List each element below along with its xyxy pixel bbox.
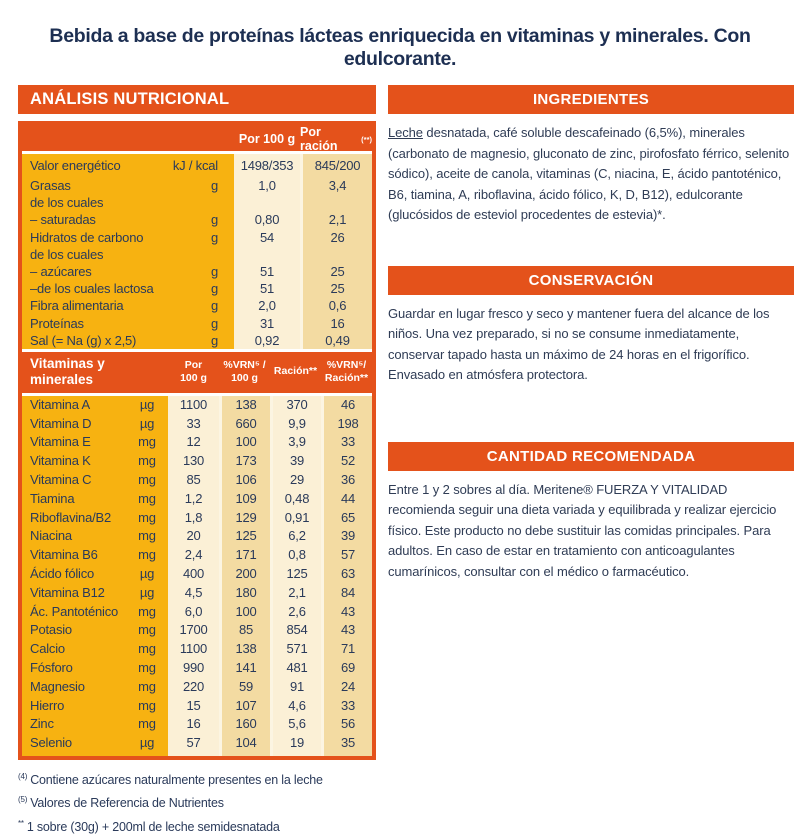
head-spacer [164, 125, 234, 153]
value-vrnracion: 43 [321, 621, 372, 640]
row-unit: mg [126, 697, 168, 716]
value-per100: 1700 [168, 621, 219, 640]
row-label: Calcio [22, 640, 126, 659]
row-unit: mg [126, 546, 168, 565]
row-unit: g [164, 332, 234, 349]
value-per100: 31 [234, 315, 300, 332]
row-unit: mg [126, 659, 168, 678]
value-vrn100: 129 [219, 509, 270, 528]
row-label: –de los cuales lactosa [22, 280, 164, 297]
table-row [22, 246, 372, 263]
row-label: Ácido fólico [22, 565, 126, 584]
row-label: Ác. Pantoténico [22, 603, 126, 622]
vitamins-title-line2: minerales [30, 371, 94, 387]
value-racion: 16 [300, 315, 372, 332]
row-label: de los cuales [22, 194, 164, 211]
value-vrnracion: 65 [321, 509, 372, 528]
value-racion: 91 [270, 678, 321, 697]
value-vrn100: 85 [219, 621, 270, 640]
row-label: Niacina [22, 527, 126, 546]
row-unit: µg [126, 734, 168, 756]
value-vrn100: 138 [219, 640, 270, 659]
footnote-line [18, 767, 376, 790]
table-row [22, 640, 372, 659]
footnote-line [18, 814, 376, 837]
table-row [22, 715, 372, 734]
row-unit: g [164, 229, 234, 246]
row-unit: mg [126, 603, 168, 622]
vitamins-title-line1: Vitaminas y [30, 355, 105, 371]
value-vrnracion: 33 [321, 697, 372, 716]
value-per100: 51 [234, 263, 300, 280]
row-label: Vitamina E [22, 433, 126, 452]
table-row [22, 297, 372, 314]
info-panel [388, 85, 794, 837]
value-racion: 3,9 [270, 433, 321, 452]
row-label: Sal (= Na (g) x 2,5) [22, 332, 164, 349]
row-label: – azúcares [22, 263, 164, 280]
table-row [22, 154, 372, 177]
value-per100: 990 [168, 659, 219, 678]
nutrition-table [18, 121, 376, 760]
row-label: Vitamina C [22, 471, 126, 490]
value-racion: 2,6 [270, 603, 321, 622]
value-racion: 9,9 [270, 415, 321, 434]
row-unit: mg [126, 527, 168, 546]
value-per100: 220 [168, 678, 219, 697]
value-vrn100: 100 [219, 433, 270, 452]
value-per100: 12 [168, 433, 219, 452]
nutrition-panel [18, 85, 376, 837]
ingredients-header-bar: INGREDIENTES [388, 85, 794, 114]
table-row [22, 415, 372, 434]
value-racion: 370 [270, 396, 321, 415]
value-racion: 26 [300, 229, 372, 246]
row-label: Tiamina [22, 490, 126, 509]
conservation-header-bar: CONSERVACIÓN [388, 266, 794, 295]
main-table-body [22, 154, 372, 349]
value-racion: 3,4 [300, 177, 372, 194]
value-per100: 85 [168, 471, 219, 490]
nutrition-table-head [22, 125, 372, 154]
value-per100: 6,0 [168, 603, 219, 622]
value-vrn100: 106 [219, 471, 270, 490]
value-per100: 16 [168, 715, 219, 734]
value-vrnracion: 33 [321, 433, 372, 452]
row-label: Hidratos de carbono [22, 229, 164, 246]
row-unit: µg [126, 584, 168, 603]
value-racion: 5,6 [270, 715, 321, 734]
value-vrn100: 59 [219, 678, 270, 697]
value-vrnracion: 57 [321, 546, 372, 565]
table-row [22, 177, 372, 194]
row-label: Fibra alimentaria [22, 297, 164, 314]
value-per100: 1,2 [168, 490, 219, 509]
value-racion: 4,6 [270, 697, 321, 716]
value-per100: 1,0 [234, 177, 300, 194]
row-unit: g [164, 297, 234, 314]
value-racion: 0,8 [270, 546, 321, 565]
table-row [22, 584, 372, 603]
table-row [22, 452, 372, 471]
row-unit: mg [126, 715, 168, 734]
table-row [22, 396, 372, 415]
row-label: Vitamina B6 [22, 546, 126, 565]
value-vrnracion: 198 [321, 415, 372, 434]
row-label: Hierro [22, 697, 126, 716]
value-racion: 854 [270, 621, 321, 640]
value-racion: 571 [270, 640, 321, 659]
footnote-text: Contiene azúcares naturalmente presentes en la leche [30, 773, 323, 788]
value-racion: 19 [270, 734, 321, 756]
vit-table-body [22, 396, 372, 756]
col-racion-footmark: (**) [361, 134, 372, 144]
table-row [22, 678, 372, 697]
row-unit: g [164, 315, 234, 332]
row-unit: g [164, 211, 234, 228]
nutrition-header-bar: ANÁLISIS NUTRICIONAL [18, 85, 376, 114]
value-racion: 0,48 [270, 490, 321, 509]
value-per100: 2,0 [234, 297, 300, 314]
value-racion: 481 [270, 659, 321, 678]
footnote-marker: (4) [18, 772, 28, 782]
head-spacer [22, 125, 164, 153]
value-per100: 1100 [168, 396, 219, 415]
vit-col-vrnracion-header: %VRN⁵/ Ración** [324, 358, 369, 384]
table-row [22, 697, 372, 716]
value-vrnracion: 36 [321, 471, 372, 490]
value-per100: 2,4 [168, 546, 219, 565]
vit-col-vrn100-header: %VRN⁵ / 100 g [223, 358, 266, 384]
conservation-text: Guardar en lugar fresco y seco y mantener fuera del alcance de los niños. Una vez preparado, si no se consume inmediatamente, conservar tapado hasta un máximo de 24 horas en el frigorífico. Envasado en atmósfera protectora. [388, 305, 770, 382]
row-label: – saturadas [22, 211, 164, 228]
value-per100: 1100 [168, 640, 219, 659]
row-unit: mg [126, 678, 168, 697]
table-row [22, 332, 372, 349]
value-racion: 25 [300, 263, 372, 280]
table-row [22, 211, 372, 228]
vitamins-head-title [22, 356, 168, 388]
table-row [22, 603, 372, 622]
value-vrnracion: 71 [321, 640, 372, 659]
value-racion: 0,6 [300, 297, 372, 314]
value-racion: 2,1 [300, 211, 372, 228]
value-racion: 2,1 [270, 584, 321, 603]
value-racion: 6,2 [270, 527, 321, 546]
value-vrn100: 171 [219, 546, 270, 565]
value-racion [300, 194, 372, 211]
row-label: Fósforo [22, 659, 126, 678]
table-row [22, 659, 372, 678]
row-label: Grasas [22, 177, 164, 194]
row-unit: mg [126, 509, 168, 528]
row-unit: µg [126, 396, 168, 415]
table-row [22, 263, 372, 280]
value-vrn100: 173 [219, 452, 270, 471]
section-ingredients [388, 85, 794, 226]
value-vrnracion: 39 [321, 527, 372, 546]
table-row [22, 471, 372, 490]
value-vrn100: 138 [219, 396, 270, 415]
value-vrn100: 200 [219, 565, 270, 584]
table-row [22, 734, 372, 756]
value-per100: 57 [168, 734, 219, 756]
value-per100 [234, 194, 300, 211]
value-vrn100: 141 [219, 659, 270, 678]
row-label: Magnesio [22, 678, 126, 697]
row-label: Riboflavina/B2 [22, 509, 126, 528]
table-row [22, 433, 372, 452]
table-row [22, 280, 372, 297]
value-racion: 0,49 [300, 332, 372, 349]
value-vrnracion: 63 [321, 565, 372, 584]
row-unit: mg [126, 640, 168, 659]
row-unit: g [164, 177, 234, 194]
row-label: de los cuales [22, 246, 164, 263]
value-per100: 51 [234, 280, 300, 297]
value-per100: 400 [168, 565, 219, 584]
value-vrn100: 107 [219, 697, 270, 716]
row-label: Zinc [22, 715, 126, 734]
value-per100: 1,8 [168, 509, 219, 528]
table-row [22, 621, 372, 640]
table-row [22, 315, 372, 332]
value-per100: 33 [168, 415, 219, 434]
value-racion: 29 [270, 471, 321, 490]
row-unit: g [164, 280, 234, 297]
col-per100-header [234, 125, 300, 153]
row-unit: mg [126, 433, 168, 452]
value-racion: 25 [300, 280, 372, 297]
col-racion-header [300, 125, 372, 153]
table-row [22, 565, 372, 584]
row-label: Vitamina D [22, 415, 126, 434]
row-label: Proteínas [22, 315, 164, 332]
row-label: Selenio [22, 734, 126, 756]
table-row [22, 527, 372, 546]
value-per100 [234, 246, 300, 263]
footnote-marker: (5) [18, 795, 28, 805]
table-row [22, 509, 372, 528]
value-per100: 20 [168, 527, 219, 546]
value-vrn100: 180 [219, 584, 270, 603]
ingredients-body-text: desnatada, café soluble descafeinado (6,5%), minerales (carbonato de magnesio, gluconato de zinc, pirofosfato férrico, selenito sódico), aceite de canola, vitaminas (C, niacina, E, ácido pantoténico, B6, tiamina, A, riboflavina, ácido fólico, K, D, B12), edulcorante (glucósidos de esteviol procedentes de estevia)*. [388, 125, 790, 222]
row-label: Vitamina A [22, 396, 126, 415]
value-vrnracion: 35 [321, 734, 372, 756]
row-unit: µg [126, 415, 168, 434]
value-racion [300, 246, 372, 263]
row-unit: mg [126, 471, 168, 490]
table-row [22, 229, 372, 246]
footnotes [18, 767, 376, 836]
value-per100: 1498/353 [234, 154, 300, 177]
columns [0, 85, 800, 837]
value-vrn100: 660 [219, 415, 270, 434]
row-label: Vitamina B12 [22, 584, 126, 603]
value-vrnracion: 52 [321, 452, 372, 471]
value-per100: 130 [168, 452, 219, 471]
value-vrn100: 109 [219, 490, 270, 509]
col-racion-label: Por ración [300, 125, 338, 153]
footnote-text: 1 sobre (30g) + 200ml de leche semidesnatada [26, 819, 280, 834]
value-vrnracion: 56 [321, 715, 372, 734]
vitamins-table-head [22, 349, 372, 396]
value-vrnracion: 46 [321, 396, 372, 415]
table-row [22, 490, 372, 509]
section-recommended [388, 442, 794, 583]
value-vrn100: 104 [219, 734, 270, 756]
value-vrnracion: 44 [321, 490, 372, 509]
table-row [22, 194, 372, 211]
value-vrnracion: 24 [321, 678, 372, 697]
recommended-header-bar: CANTIDAD RECOMENDADA [388, 442, 794, 471]
recommended-text: Entre 1 y 2 sobres al día. Meritene® FUERZA Y VITALIDAD recomienda seguir una dieta variada y equilibrada y realizar ejercicio físico. Este producto no debe sustituir las comidas principales. Para adultos. En caso de estar en tratamiento con anticoagulantes cumarínicos, consultar con el médico o farmacéutico. [388, 481, 777, 579]
row-unit [164, 194, 234, 211]
value-per100: 0,80 [234, 211, 300, 228]
value-per100: 4,5 [168, 584, 219, 603]
value-vrnracion: 69 [321, 659, 372, 678]
value-vrn100: 125 [219, 527, 270, 546]
row-label: Potasio [22, 621, 126, 640]
value-vrnracion: 84 [321, 584, 372, 603]
footnote-text: Valores de Referencia de Nutrientes [30, 796, 224, 811]
ingredients-text [388, 123, 794, 226]
row-unit: g [164, 263, 234, 280]
allergen-milk: Leche [388, 125, 423, 140]
value-racion: 125 [270, 565, 321, 584]
row-unit: mg [126, 452, 168, 471]
vit-col-racion-header: Ración** [273, 365, 318, 378]
product-description: Bebida a base de proteínas lácteas enriquecida en vitaminas y minerales. Con edulcorante. [49, 25, 751, 70]
row-unit: kJ / kcal [164, 154, 234, 177]
row-unit: mg [126, 490, 168, 509]
value-vrnracion: 43 [321, 603, 372, 622]
row-unit: µg [126, 565, 168, 584]
row-unit [164, 246, 234, 263]
value-racion: 845/200 [300, 154, 372, 177]
value-per100: 15 [168, 697, 219, 716]
col-per100-label: Por 100 g [238, 132, 296, 146]
vit-col-per100-header: Por 100 g [180, 358, 207, 384]
table-row [22, 546, 372, 565]
value-vrn100: 160 [219, 715, 270, 734]
value-per100: 54 [234, 229, 300, 246]
section-conservation [388, 266, 794, 386]
row-unit: mg [126, 621, 168, 640]
value-racion: 0,91 [270, 509, 321, 528]
row-label: Vitamina K [22, 452, 126, 471]
value-per100: 0,92 [234, 332, 300, 349]
value-racion: 39 [270, 452, 321, 471]
row-label: Valor energético [22, 154, 164, 177]
footnote-marker: ** [18, 818, 24, 828]
value-vrn100: 100 [219, 603, 270, 622]
footnote-line [18, 790, 376, 813]
